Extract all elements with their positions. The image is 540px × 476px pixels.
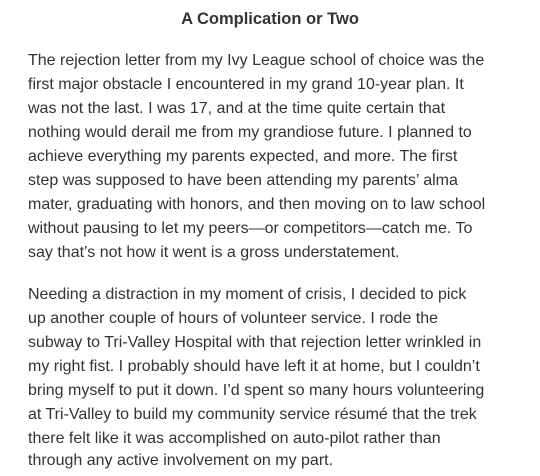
paragraph-line: achieve everything my parents expected, and more. The first [28, 148, 458, 165]
paragraph-line: there felt like it was accomplished on auto-pilot rather than [28, 430, 441, 447]
paragraph-line: up another couple of hours of volunteer service. I rode the [28, 310, 439, 327]
paragraph-line: through any active involvement on my part. [28, 452, 334, 469]
paragraph-line: without pausing to let my peers—or competitors—catch me. To [28, 220, 473, 237]
paragraph-line: first major obstacle I encountered in my grand 10-year plan. It [28, 76, 464, 93]
paragraph-line: bring myself to put it down. I’d spent so many hours volunteering [28, 382, 485, 399]
paragraph-line: nothing would derail me from my grandiose future. I planned to [28, 124, 472, 141]
paragraph-line: my right fist. I probably should have left it at home, but I couldn’t [28, 358, 480, 375]
paragraph-line: say that’s not how it went is a gross understatement. [28, 244, 400, 261]
paragraph-line: was not the last. I was 17, and at the time quite certain that [28, 100, 446, 117]
document-title: A Complication or Two [181, 10, 359, 28]
paragraph-line: subway to Tri-Valley Hospital with that rejection letter wrinkled in [28, 334, 482, 351]
paragraph-line: Needing a distraction in my moment of crisis, I decided to pick [28, 286, 467, 303]
paragraph-line: step was supposed to have been attending my parents’ alma [28, 172, 458, 189]
paragraph-line: mater, graduating with honors, and then moving on to law school [28, 196, 486, 213]
paragraph-line: at Tri-Valley to build my community service résumé that the trek [28, 406, 477, 423]
paragraph-line: The rejection letter from my Ivy League school of choice was the [28, 52, 485, 69]
